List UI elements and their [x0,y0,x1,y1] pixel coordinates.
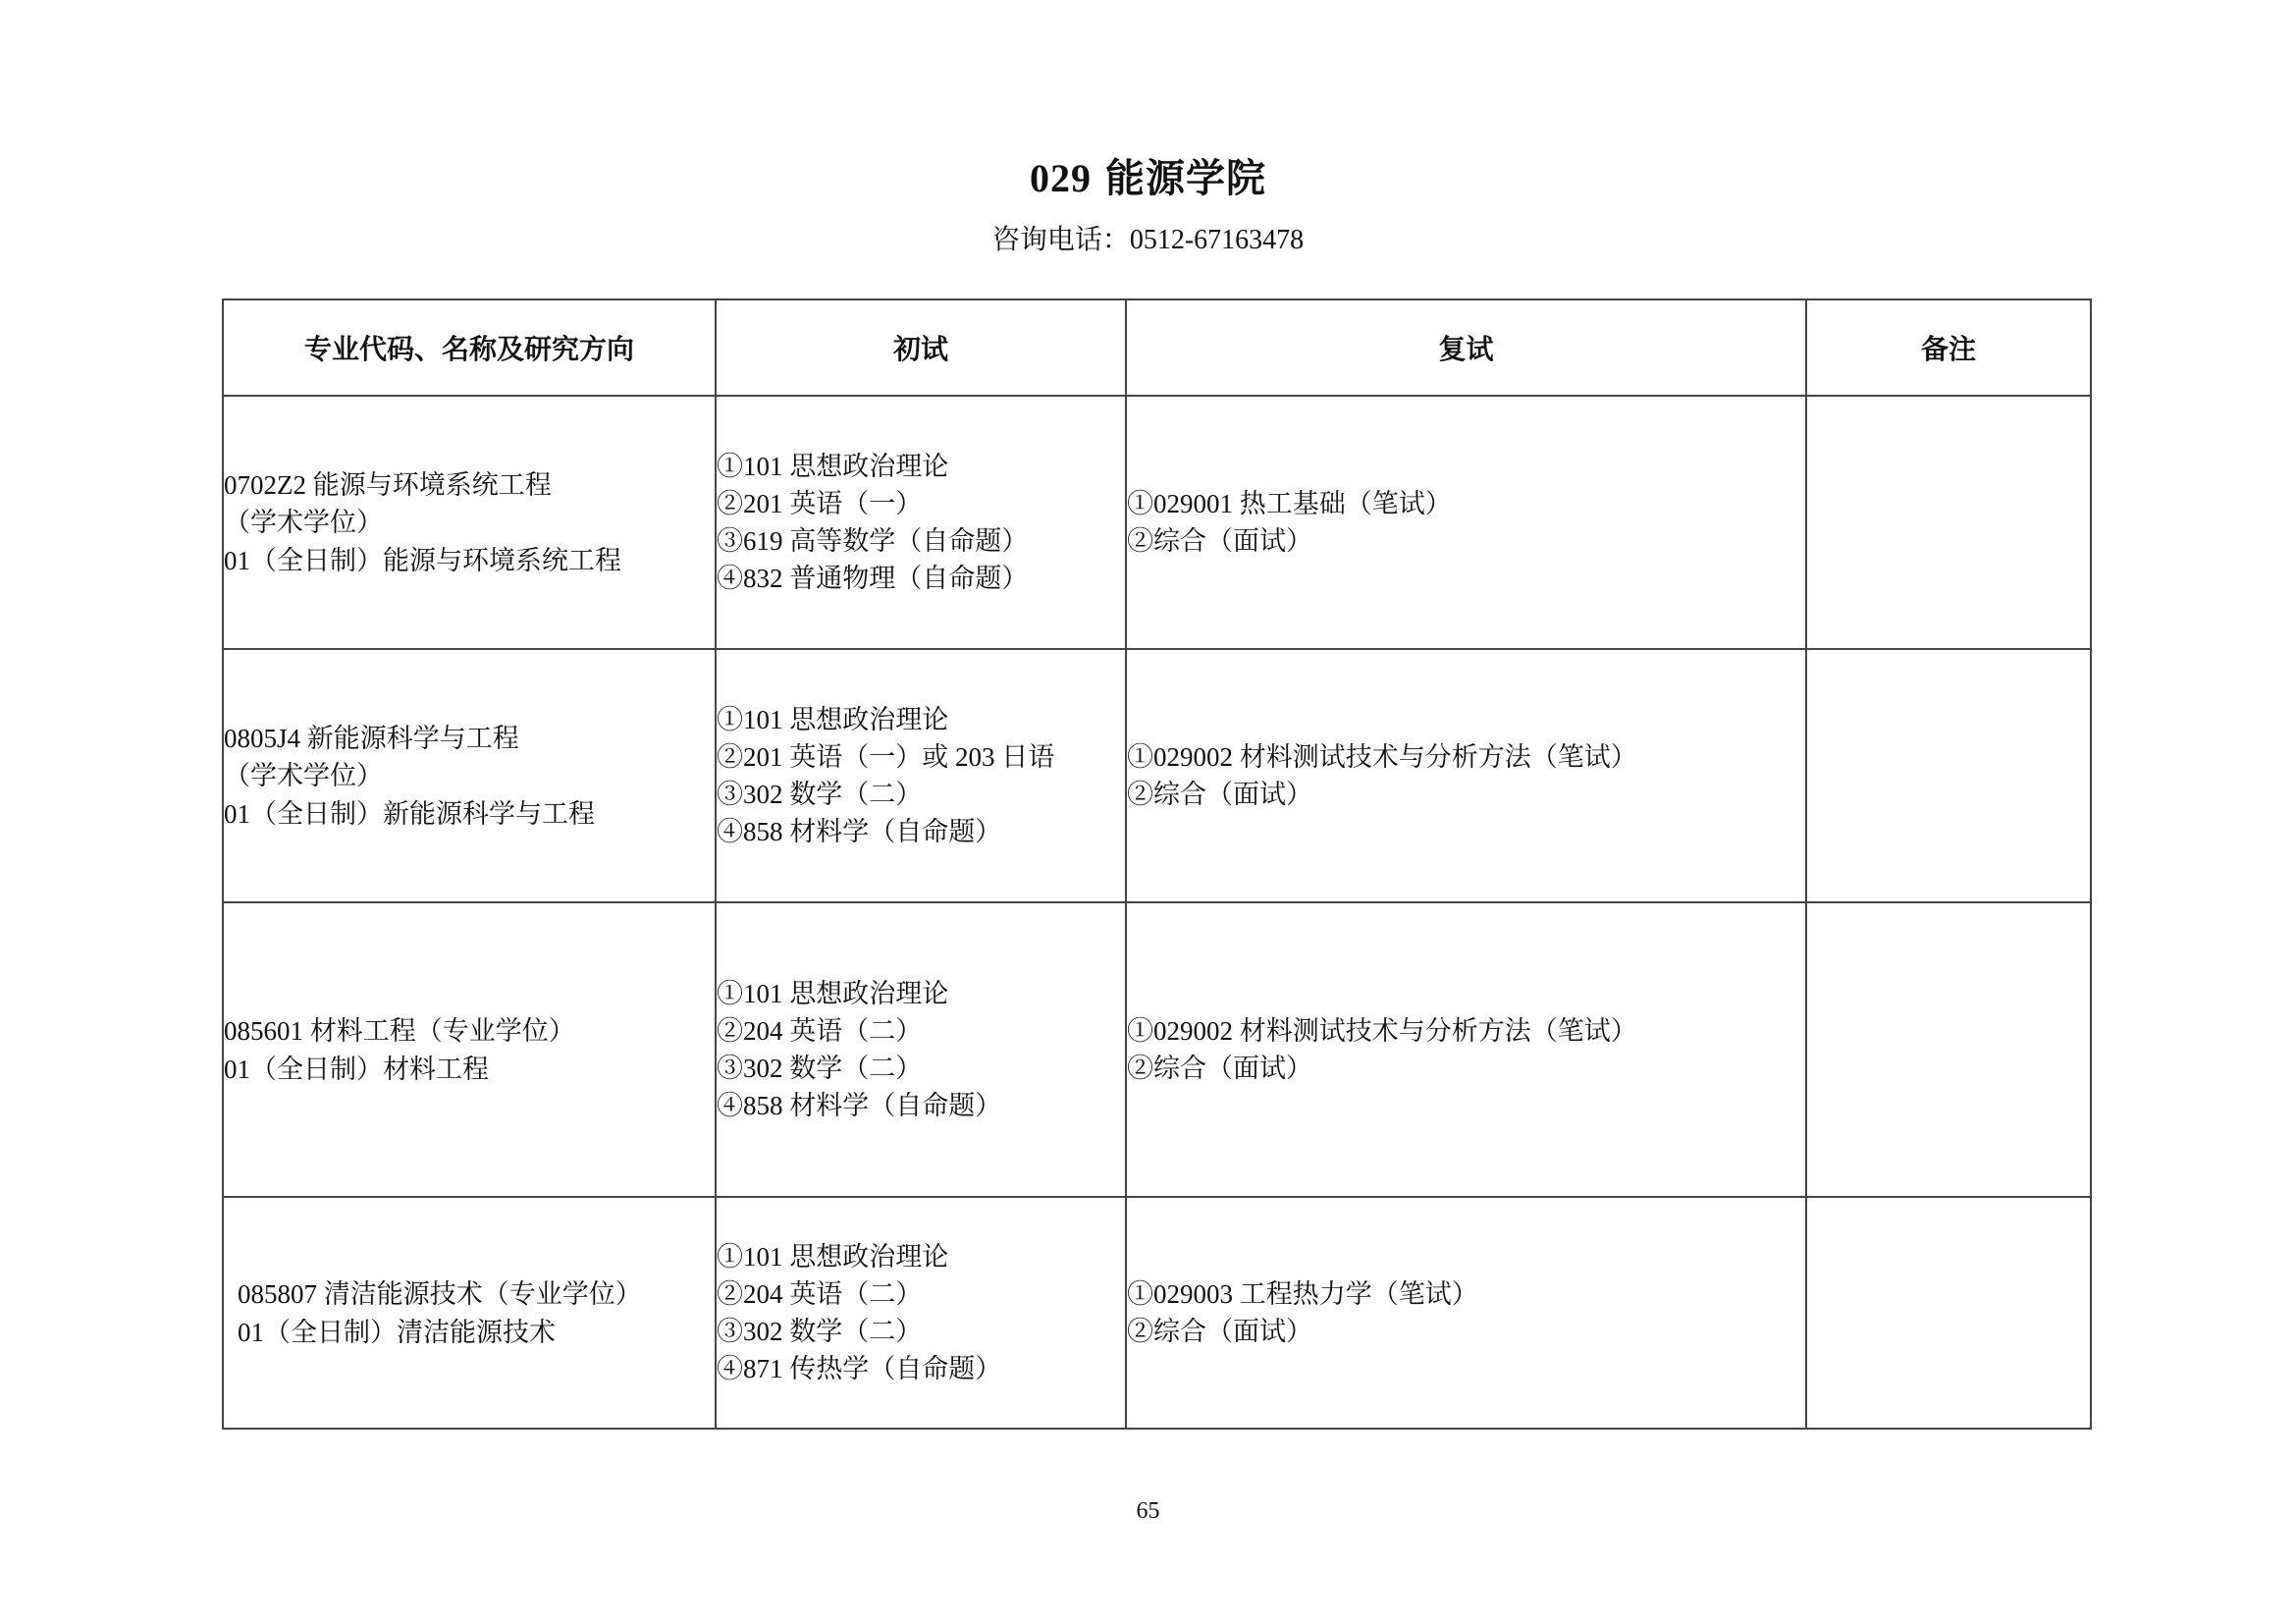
major-name: 能源与环境系统工程 [312,469,552,501]
exam-subject: ①101 思想政治理论 [717,452,949,481]
degree-type: （学术学位） [224,760,383,791]
school-code: 029 [1030,156,1092,200]
research-direction: 01（全日制）材料工程 [224,1054,489,1084]
table-row [223,902,2091,1197]
table-row [223,649,2091,902]
page-title [0,147,2296,203]
exam-subject: ①101 思想政治理论 [717,979,949,1008]
exam-subject: ②204 英语（二） [717,1016,923,1046]
retest-cell [1126,1197,1806,1429]
major-cell [223,1197,716,1429]
notes-cell [1806,649,2091,902]
notes-cell [1806,1197,2091,1429]
column-header-retest: 复试 [1126,299,1806,396]
retest-item: ②综合（面试） [1127,1054,1312,1083]
exam-subject: ③619 高等数学（自命题） [717,526,1029,556]
major-cell [223,902,716,1197]
major-name: 清洁能源技术（专业学位） [323,1278,642,1310]
notes-cell [1806,902,2091,1197]
initial-exam-cell [716,396,1126,649]
table-row [223,1197,2091,1429]
retest-item: ②综合（面试） [1127,780,1312,809]
retest-item: ①029003 工程热力学（笔试） [1127,1279,1478,1309]
major-name: 新能源科学与工程 [306,723,519,754]
research-direction: 01（全日制）清洁能源技术 [238,1317,556,1347]
retest-cell [1126,902,1806,1197]
research-direction: 01（全日制）新能源科学与工程 [224,798,595,829]
retest-item: ①029002 材料测试技术与分析方法（笔试） [1127,742,1637,772]
major-name: 材料工程（专业学位） [309,1015,575,1047]
notes-cell [1806,396,2091,649]
page-number: 65 [1136,1498,1160,1524]
exam-subject: ③302 数学（二） [717,1054,923,1083]
program-table [222,298,2092,1430]
initial-exam-cell [716,902,1126,1197]
major-code: 0702Z2 [224,469,306,500]
retest-cell [1126,649,1806,902]
exam-subject: ③302 数学（二） [717,780,923,809]
exam-subject: ①101 思想政治理论 [717,705,949,734]
exam-subject: ④871 传热学（自命题） [717,1354,1002,1383]
contact-label: 咨询电话： [991,223,1130,255]
exam-subject: ④832 普通物理（自命题） [717,564,1029,593]
exam-subject: ③302 数学（二） [717,1317,923,1346]
major-cell [223,396,716,649]
school-name: 能源学院 [1105,156,1266,201]
major-code: 085601 [224,1015,303,1046]
column-header-major: 专业代码、名称及研究方向 [223,299,716,396]
contact-phone: 0512-67163478 [1129,225,1305,255]
initial-exam-cell [716,1197,1126,1429]
retest-item: ②综合（面试） [1127,1317,1312,1346]
major-code: 0805J4 [224,723,301,753]
degree-type: （学术学位） [224,507,383,538]
initial-exam-cell [716,649,1126,902]
table-row [223,396,2091,649]
table-header-row [223,299,2091,396]
contact-line [0,218,2296,257]
column-header-notes: 备注 [1806,299,2091,396]
exam-subject: ②201 英语（一）或 203 日语 [717,742,1055,772]
major-code: 085807 [238,1278,317,1309]
exam-subject: ④858 材料学（自命题） [717,817,1002,846]
major-cell [223,649,716,902]
exam-subject: ④858 材料学（自命题） [717,1091,1002,1120]
research-direction: 01（全日制）能源与环境系统工程 [224,545,621,575]
column-header-initial-exam: 初试 [716,299,1126,396]
exam-subject: ②204 英语（二） [717,1279,923,1309]
exam-subject: ①101 思想政治理论 [717,1242,949,1272]
retest-cell [1126,396,1806,649]
exam-subject: ②201 英语（一） [717,489,923,518]
retest-item: ②综合（面试） [1127,526,1312,556]
retest-item: ①029002 材料测试技术与分析方法（笔试） [1127,1016,1637,1046]
retest-item: ①029001 热工基础（笔试） [1127,489,1452,518]
